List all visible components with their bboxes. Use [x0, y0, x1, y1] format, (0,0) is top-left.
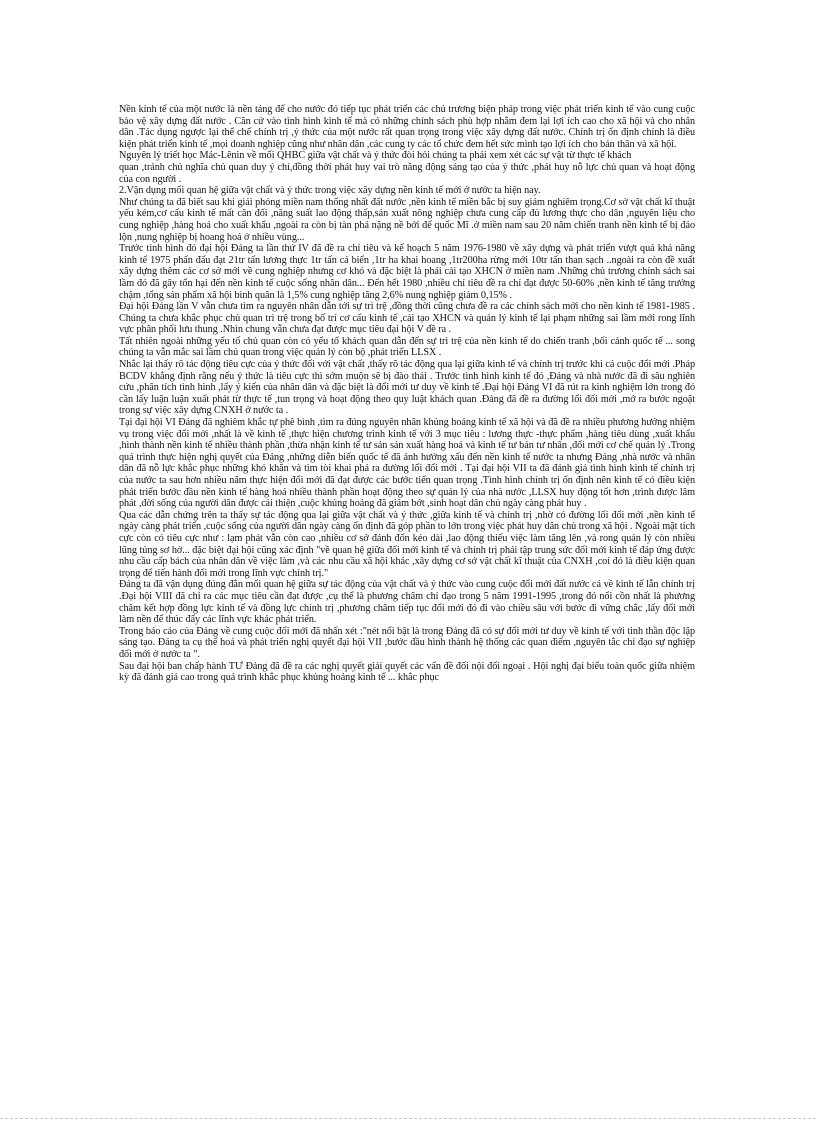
paragraph-after-congress: Sau đại hội ban chấp hành TƯ Đảng đã đề ra các nghị quyết giải quyết các vấn đề đối nội đối ngoại . Hội nghị đại biểu toàn quốc giữa nhiệm kỳ đã đánh giá cao trong quá trình khắc phục khủng hoảng kinh tế ... khắc phục: [119, 660, 695, 684]
paragraph-party-report: Trong báo cáo của Đảng về cung cuộc đổi mới đã nhấn xét :"nét nổi bật là trong Đảng đã có sự đổi mới tư duy về kinh tế với tinh thần độc lập sáng tạo. Đảng ta cụ thể hoá và phát triển nghị quyết đại hội VII ,bước đầu hình thành hệ thống các quan điểm ,nguyên tắc chỉ đạo sự nghiệp đổi mới ở nước ta ".: [119, 625, 695, 660]
paragraph-marxist-principle: Nguyên lý triết học Mác-Lênin về mối QHBC giữa vật chất và ý thức đòi hỏi chúng ta phải xem xét các sự vật từ thực tế khách: [119, 150, 632, 162]
paragraph-congress-viii: Đảng ta đã vận dụng đúng đắn mối quan hệ giữa sự tác động của vật chất và ý thức vào cung cuộc đổi mới đất nước cả về kinh tế lẫn chính trị .Đại hội VIII đã chỉ ra các mục tiêu cần đạt được ,cụ thể là phương châm chỉ đạo trong 5 năm 1991-1995 ,trong đó nổi cồn nhất là phương châm kết hợp đồng lực kinh tế và đồng lực chính trị ,phương châm tiếp tục đổi mới đó đi vào chiều sâu với bước đi vững chắc ,lấy đổi mới làm nền để thúc đẩy các lĩnh vực khác phát triển.: [119, 579, 695, 626]
paragraph-subjectivism: quan ,tránh chủ nghĩa chủ quan duy ý chí,đồng thời phát huy vai trò năng động sáng tạo của ý thức ,phát huy nỗ lực chủ quan và hoạt động của con người .: [119, 161, 695, 185]
paragraph-congress-vi: Tại đại hội VI Đảng đã nghiêm khắc tự phê bình ,tìm ra đúng nguyên nhân khủng hoảng kinh tế xã hội và đã đề ra nhiều phương hướng nhiệm vụ trong việc đổi mới ,nhất là về kinh tế ,thực hiện chương trình kinh tế với 3 mục tiêu : lương thực -thực phẩm ,hàng tiêu dùng ,xuất khẩu ,hình thành nền kinh tế nhiều thành phần ,thừa nhận kinh tế tư sản sản xuất hàng hoá và kinh tế tư bản tư nhân ,đổi mới cơ chế quản lý .Trong quá trình thực hiện nghị quyết của Đảng ,những diễn biến quốc tế đã ảnh hưởng xấu đến nền kinh tế nước ta nhưng Đảng ,nhà nước và nhân dân đã nỗ lực khắc phục những khó khăn và tìm tòi khai phá ra đường lối đổi mới . Tại đại hội VII ta đã đánh giá tình hình kinh tế chính trị của nước ta sau hơn nhiều năm thực hiện đổi mới đã đạt được các bước tiến quan trọng .Tình hình chính trị ổn định nên kinh tế có điều kiện phát triển bước đầu nền kinh tế hàng hoá nhiều thành phần hoạt động theo sự quản lý của nhà nước ,LLSX huy động tốt hơn ,trình được lâm phát ,đời sống của người dân được cải thiện ,cuộc khủng hoảng đã giảm bớt ,sinh hoạt dân chủ ngày càng phát huy .: [119, 417, 695, 510]
section-heading-2: 2.Vận dụng mối quan hệ giữa vật chất và ý thức trong việc xây dựng nền kinh tế mới ở nước ta hiện nay.: [119, 185, 541, 197]
paragraph-intro: Nền kinh tế của một nước là nền tảng để cho nước đó tiếp tục phát triển các chủ trương biện pháp trong việc phát triển kinh tế vào cung cuộc bảo vệ xây dựng đất nước . Căn cứ vào tình hình kinh tế mà có những chính sách phù hợp nhằm đem lại lợi ích cao cho xã hội và cho nhân dân .Tác dụng ngược lại thể chế chính trị ,ý thức của một nước rất quan trọng trong việc xây dựng đất nước. Chính trị ổn định chính là điều kiện phát triển kinh tế ,mọi doanh nghiệp cũng như nhân dân ,các cung ty các tổ chức đem hết sức mình tạo lợi ích cho bản thân và xã hội.: [119, 104, 695, 150]
paragraph-post-liberation: Như chúng ta đã biết sau khi giải phóng miền nam thống nhất đất nước ,nền kinh tế miền bắc bị suy giảm nghiêm trọng.Cơ sở vật chất kĩ thuật yếu kém,cơ cấu kinh tế mất cân đối ,năng suất lao động thấp,sản xuất nông nghiệp chưa cung cấp đủ lương thực cho dân ,nguyên liệu cho cung nghiệp ,hàng hoá cho xuất khẩu ,ngoài ra còn bị tàn phá nặng nề bởi đế quốc Mĩ .ở miền nam sau 20 năm chiến tranh nền kinh tế bị đảo lộn ,nung nghiệp bị hoang hoá ở nhiều vùng...: [119, 196, 695, 243]
paragraph-objective-factors: Tất nhiên ngoài những yếu tố chủ quan còn có yếu tố khách quan dẫn đến sự trì trệ của nền kinh tế do chiến tranh ,bối cảnh quốc tế ... song chúng ta vẫn mắc sai lầm chủ quan trong việc quản lý còn bộ ,phát triển LLSX .: [119, 335, 695, 359]
page-bottom-divider: [0, 1118, 816, 1119]
paragraph-negative-impact: Nhắc lại thấy rõ tác động tiêu cực của ý thức đối với vật chất ,thấy rõ tác động qua lại giữa kinh tế và chính trị trước khi cả cuộc đổi mới .Pháp BCDV khẳng định rằng nếu ý thức là tiêu cực thì sớm muộn sẽ bị đào thải . Trước tình hình kinh tế đó ,Đảng và nhà nước đã đi sâu nghiên cứu ,phân tích tình hình ,lấy ý kiến của nhân dân và đặc biệt là đổi mới tư duy về kinh tế .Đại hội Đảng VI đã rút ra kinh nghiệm lớn trong đó cần lấy luận luận xuất phát từ thực tế ,tun trọng và hoạt động theo quy luật khách quan .Đảng đã đề ra đường lối đổi mới ,mở ra bước ngoặt trong sự việc xây dựng CNXH ở nước ta .: [119, 359, 695, 417]
document-body: [119, 104, 695, 684]
paragraph-evidence: Qua các dẫn chứng trên ta thấy sự tác động qua lại giữa vật chất và ý thức ,giữa kinh tế và chính trị ,nhờ có đường lối đổi mới ,nền kinh tế ngày càng phát triển ,cuộc sống của người dân ngày càng ổn định đã góp phần to lớn trong việc phát huy dân chủ trong xã hội . Ngoài mặt tích cực còn có tiêu cực như : lạm phát vẫn còn cao ,nhiều cơ sở đánh đổn kéo dài ,lao động thiếu việc làm tăng lên ,và rong quản lý còn nhiều lũng tủng sơ hở... đặc biệt đại hội cũng xác định "về quan hệ giữa đổi mới kinh tế và chính trị phải tập trung sức đổi mới kinh tế đáp ứng được nhu cầu cấp bách của nhân dân về việc làm ,và các nhu cầu xã hội khác ,xây dựng cơ sở vật chất kĩ thuật của CNXH ,coi đó là điều kiện quan trọng để tiến hành đổi mới trong lĩnh vực chính trị.": [119, 509, 695, 579]
paragraph-congress-v: Đại hội Đảng lần V vẫn chưa tìm ra nguyên nhân dẫn tới sự trì trệ ,đồng thời cũng chưa đề ra các chính sách mới cho nền kinh tế 1981-1985 . Chúng ta chưa khắc phục chủ quan trì trệ trong bố trí cơ cấu kinh tế ,cải tạo XHCN và quản lý kinh tế lại phạm những sai lầm mới rong lĩnh vực phân phối lưu thung .Nhìn chung vẫn chưa đạt được mục tiêu đại hội V đề ra .: [119, 301, 695, 336]
paragraph-congress-iv: Trước tình hình đó đại hội Đảng ta lần thứ IV đã đề ra chỉ tiêu và kế hoạch 5 năm 1976-1980 về xây dựng và phát triển vượt quá khả năng kinh tế 1975 phấn đấu đạt 21tr tấn lương thực 1tr tấn cá biển ,1tr ha khai hoang ,1tr200ha rừng mới 10tr tấn than sạch ..ngoài ra còn đề xuất xây dựng thêm các cơ sở mới về cung nghiệp nhưng cơ khó và đặc biệt là phải cải tạo XHCN ở miền nam .Những chủ trương chính sách sai lầm đó đã gây tổn hại đến nền kinh tế cuộc sống nhân dân... Đến hết 1980 ,nhiều chỉ tiêu đề ra chỉ đạt được 50-60% ,nền kinh tế tăng trưởng chậm ,tổng sản phẩm xã hội bình quân là 1,5% cung nghiệp tăng 2,6% nung nghiệp giảm 0,15% .: [119, 243, 695, 301]
